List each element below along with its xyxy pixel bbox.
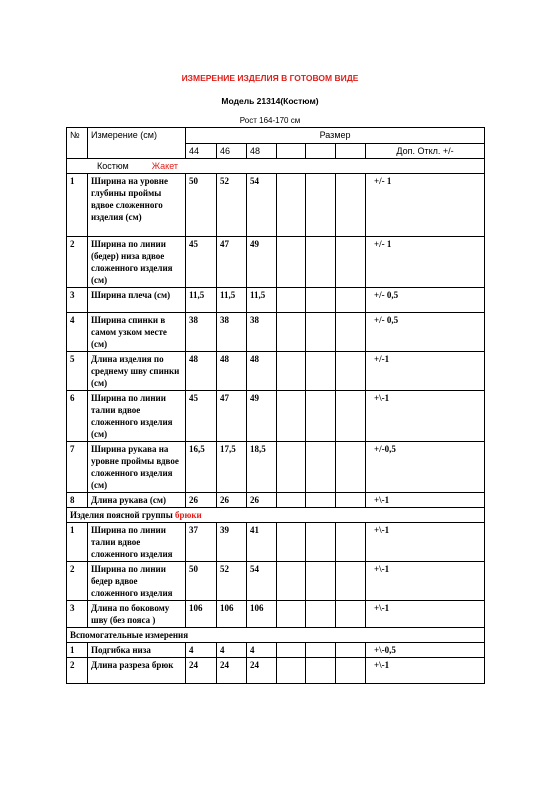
empty-cell (306, 493, 336, 508)
measurement-name: Ширина спинки в самом узком месте (см) (88, 313, 186, 352)
size-48-header: 48 (247, 144, 277, 159)
empty-cell (277, 391, 306, 442)
value-size-46: 52 (217, 562, 247, 601)
value-size-44: 24 (186, 658, 217, 684)
row-number: 6 (67, 391, 88, 442)
value-size-46: 11,5 (217, 288, 247, 313)
empty-cell (306, 658, 336, 684)
empty-cell (277, 174, 306, 237)
value-size-48: 41 (247, 523, 277, 562)
table-row (67, 391, 485, 442)
section-trousers (67, 508, 485, 523)
empty-size-cell (277, 144, 306, 159)
row-number: 4 (67, 313, 88, 352)
empty-cell (277, 352, 306, 391)
tolerance-value: +\-1 (366, 391, 485, 442)
value-size-48: 49 (247, 237, 277, 288)
tolerance-value: +/- 0,5 (366, 313, 485, 352)
empty-cell (306, 174, 336, 237)
section-jacket (67, 159, 485, 174)
measurement-name: Длина изделия по среднему шву спинки (см) (88, 352, 186, 391)
tolerance-value: +/-1 (366, 352, 485, 391)
section-auxiliary-label: Вспомогательные измерения (70, 630, 189, 640)
value-size-44: 16,5 (186, 442, 217, 493)
value-size-48: 49 (247, 391, 277, 442)
row-number: 3 (67, 288, 88, 313)
empty-cell (306, 288, 336, 313)
height-label: Рост 164-170 см (239, 116, 301, 125)
empty-cell (277, 601, 306, 628)
empty-cell (336, 442, 366, 493)
tolerance-value: +\-1 (366, 601, 485, 628)
value-size-44: 106 (186, 601, 217, 628)
value-size-48: 38 (247, 313, 277, 352)
value-size-48: 11,5 (247, 288, 277, 313)
row-number: 2 (67, 237, 88, 288)
value-size-44: 38 (186, 313, 217, 352)
table-row (67, 562, 485, 601)
table-row (67, 288, 485, 313)
empty-size-cell (306, 144, 336, 159)
empty-cell (336, 523, 366, 562)
empty-cell (277, 313, 306, 352)
row-number: 1 (67, 174, 88, 237)
empty-cell (277, 237, 306, 288)
table-row (67, 313, 485, 352)
table-row (67, 174, 485, 237)
value-size-46: 17,5 (217, 442, 247, 493)
row-number: 5 (67, 352, 88, 391)
empty-cell (336, 562, 366, 601)
section-jacket-item: Жакет (151, 161, 179, 171)
col-tolerance-header: Доп. Откл. +/- (366, 144, 485, 159)
empty-cell (336, 313, 366, 352)
empty-cell (277, 523, 306, 562)
value-size-44: 50 (186, 562, 217, 601)
value-size-46: 26 (217, 493, 247, 508)
tolerance-value: +\-1 (366, 523, 485, 562)
empty-cell (277, 562, 306, 601)
row-number: 7 (67, 442, 88, 493)
table-row (67, 493, 485, 508)
measurement-name: Подгибка низа (88, 643, 186, 658)
empty-cell (336, 352, 366, 391)
tolerance-value: +\-1 (366, 493, 485, 508)
measurement-name: Ширина по линии талии вдвое сложенного изделия (см) (88, 391, 186, 442)
empty-cell (306, 643, 336, 658)
empty-size-cell (336, 144, 366, 159)
value-size-44: 37 (186, 523, 217, 562)
value-size-48: 26 (247, 493, 277, 508)
value-size-46: 38 (217, 313, 247, 352)
empty-cell (336, 493, 366, 508)
tolerance-value: +\-1 (366, 562, 485, 601)
row-number: 3 (67, 601, 88, 628)
measurement-name: Ширина по линии бедер вдвое сложенного изделия (88, 562, 186, 601)
value-size-46: 106 (217, 601, 247, 628)
table-row (67, 442, 485, 493)
size-44-header: 44 (186, 144, 217, 159)
empty-cell (306, 562, 336, 601)
row-number: 1 (67, 523, 88, 562)
measurement-table (66, 127, 485, 684)
empty-cell (306, 237, 336, 288)
model-label: Модель 21314(Костюм) (221, 96, 319, 106)
empty-cell (277, 658, 306, 684)
value-size-46: 4 (217, 643, 247, 658)
measurement-name: Ширина по линии талии вдвое сложенного изделия (88, 523, 186, 562)
value-size-48: 54 (247, 562, 277, 601)
value-size-48: 106 (247, 601, 277, 628)
section-auxiliary-row (67, 628, 485, 643)
empty-cell (306, 352, 336, 391)
section-trousers-label: Изделия поясной группы (70, 510, 173, 520)
table-row (67, 352, 485, 391)
empty-cell (306, 601, 336, 628)
value-size-48: 24 (247, 658, 277, 684)
document-title: ИЗМЕРЕНИЕ ИЗДЕЛИЯ В ГОТОВОМ ВИДЕ (181, 73, 359, 83)
size-46-header: 46 (217, 144, 247, 159)
value-size-44: 48 (186, 352, 217, 391)
col-size-header: Размер (186, 128, 485, 144)
empty-cell (277, 442, 306, 493)
empty-cell (336, 174, 366, 237)
value-size-46: 48 (217, 352, 247, 391)
table-row (67, 643, 485, 658)
empty-cell (306, 391, 336, 442)
value-size-46: 52 (217, 174, 247, 237)
value-size-48: 48 (247, 352, 277, 391)
table-row (67, 601, 485, 628)
value-size-44: 26 (186, 493, 217, 508)
empty-cell (336, 288, 366, 313)
section-trousers-row (67, 508, 485, 523)
col-measure-header: Измерение (см) (88, 128, 186, 159)
value-size-44: 4 (186, 643, 217, 658)
empty-cell (336, 643, 366, 658)
measurement-name: Ширина рукава на уровне проймы вдвое сложенного изделия (см) (88, 442, 186, 493)
header-row (67, 128, 485, 144)
measurement-name: Длина рукава (см) (88, 493, 186, 508)
empty-cell (336, 658, 366, 684)
empty-cell (306, 523, 336, 562)
measurement-name: Длина разреза брюк (88, 658, 186, 684)
tolerance-value: +\-0,5 (366, 643, 485, 658)
section-jacket-row (67, 159, 485, 174)
value-size-46: 47 (217, 237, 247, 288)
value-size-48: 18,5 (247, 442, 277, 493)
measurement-name: Ширина плеча (см) (88, 288, 186, 313)
table-row (67, 237, 485, 288)
section-auxiliary (67, 628, 485, 643)
table-row (67, 658, 485, 684)
empty-cell (277, 643, 306, 658)
tolerance-value: +/- 0,5 (366, 288, 485, 313)
row-number: 2 (67, 658, 88, 684)
tolerance-value: +/-0,5 (366, 442, 485, 493)
tolerance-value: +/- 1 (366, 237, 485, 288)
empty-cell (336, 391, 366, 442)
tolerance-value: +/- 1 (366, 174, 485, 237)
empty-cell (336, 601, 366, 628)
row-number: 8 (67, 493, 88, 508)
value-size-44: 11,5 (186, 288, 217, 313)
section-trousers-item: брюки (174, 510, 202, 520)
value-size-46: 39 (217, 523, 247, 562)
value-size-48: 54 (247, 174, 277, 237)
value-size-44: 45 (186, 391, 217, 442)
value-size-46: 47 (217, 391, 247, 442)
empty-cell (277, 493, 306, 508)
empty-cell (306, 442, 336, 493)
measurement-name: Ширина по линии (бедер) низа вдвое сложенного изделия (см) (88, 237, 186, 288)
empty-cell (336, 237, 366, 288)
measurement-name: Длина по боковому шву (без пояса ) (88, 601, 186, 628)
col-num-header: № (67, 128, 88, 159)
measurement-name: Ширина на уровне глубины проймы вдвое сложенного изделия (см) (88, 174, 186, 237)
value-size-48: 4 (247, 643, 277, 658)
tolerance-value: +\-1 (366, 658, 485, 684)
value-size-46: 24 (217, 658, 247, 684)
table-row (67, 523, 485, 562)
value-size-44: 45 (186, 237, 217, 288)
empty-cell (306, 313, 336, 352)
empty-cell (277, 288, 306, 313)
section-jacket-label: Костюм (97, 161, 129, 171)
row-number: 2 (67, 562, 88, 601)
value-size-44: 50 (186, 174, 217, 237)
row-number: 1 (67, 643, 88, 658)
